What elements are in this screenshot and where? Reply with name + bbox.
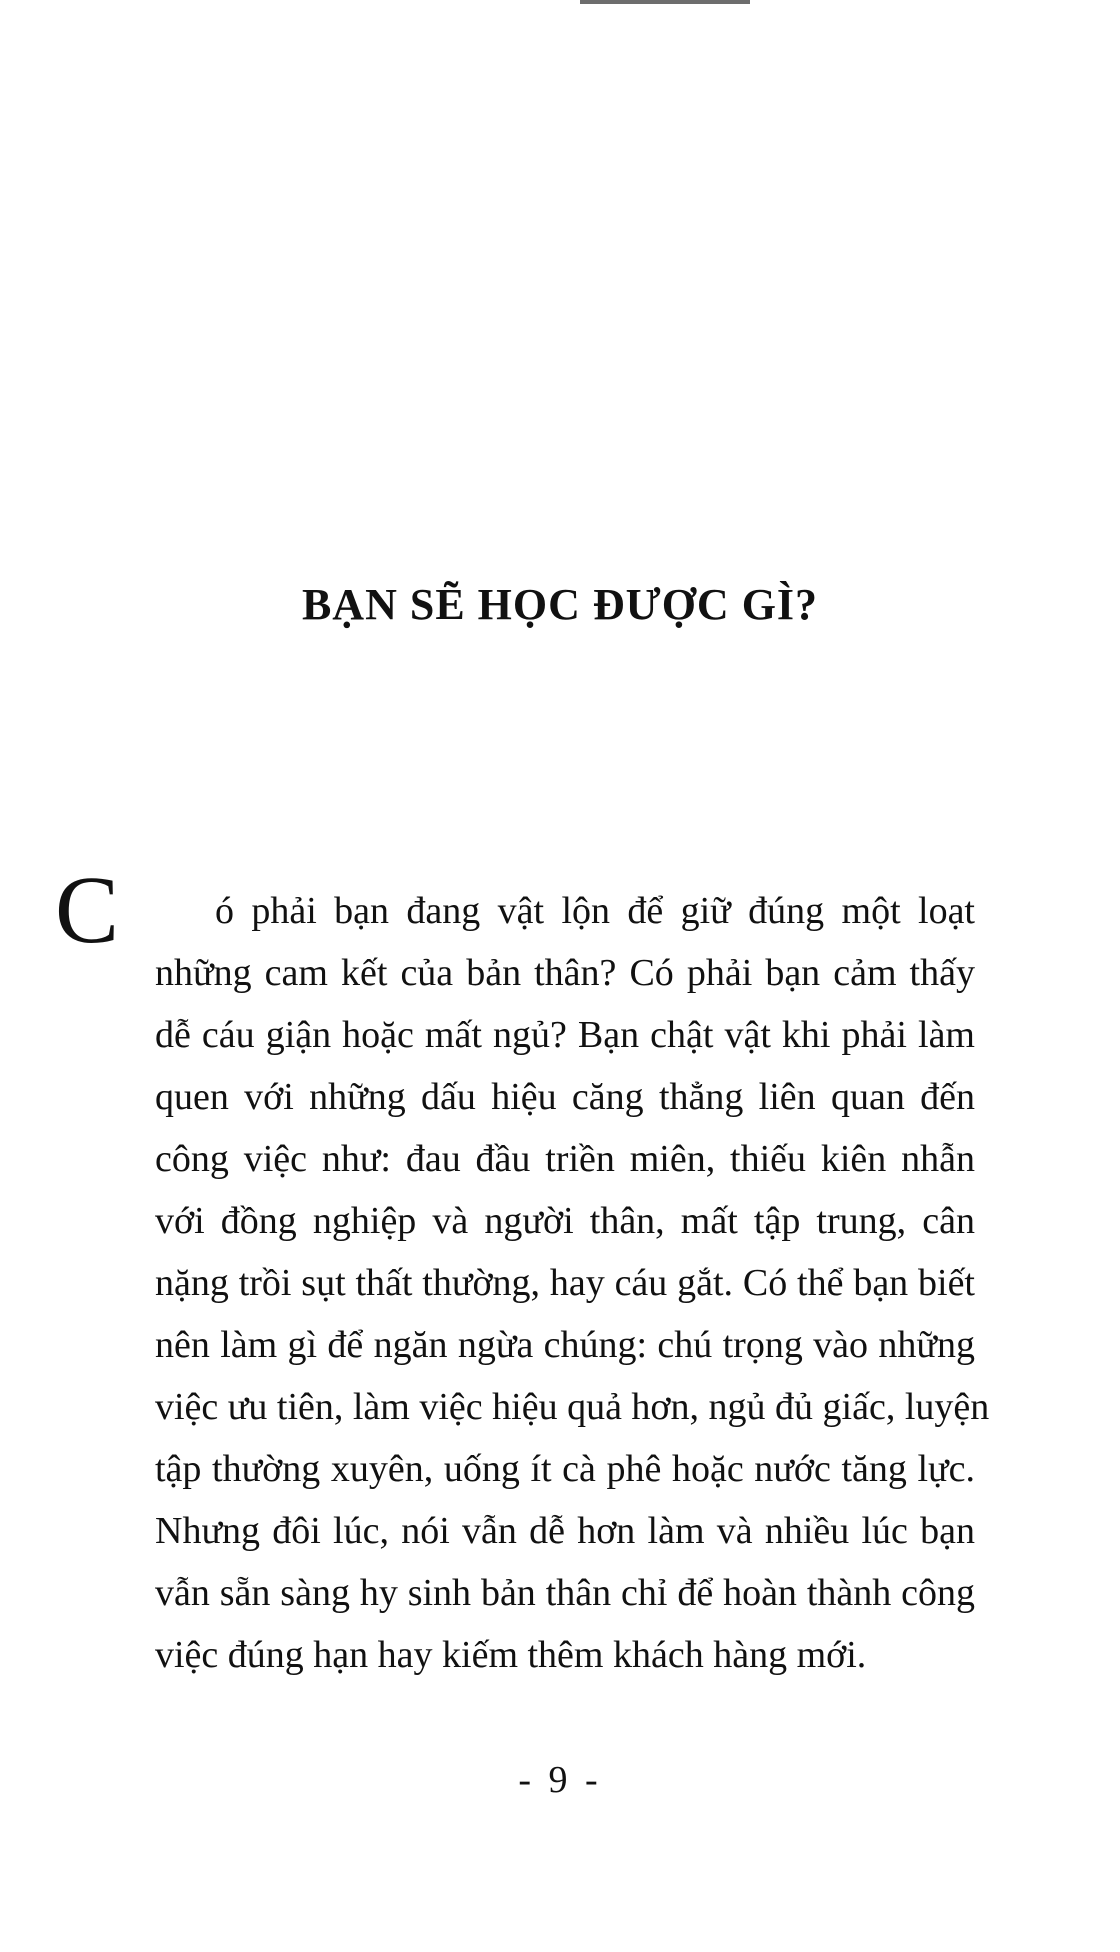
paragraph-line: những cam kết của bản thân? Có phải bạn cảm thấy [155,952,975,994]
page-number: - 9 - [518,1759,602,1801]
paragraph-line: công việc như: đau đầu triền miên, thiếu kiên nhẫn [155,1138,975,1180]
drop-cap: C [55,856,120,963]
paragraph-line: tập thường xuyên, uống ít cà phê hoặc nước tăng lực. [155,1448,975,1490]
paragraph-line: quen với những dấu hiệu căng thẳng liên quan đến [155,1076,975,1118]
top-rule [580,0,750,4]
paragraph-line: vẫn sẵn sàng hy sinh bản thân chỉ để hoàn thành công [155,1572,975,1614]
body-paragraph [155,880,990,1686]
chapter-title: BẠN SẼ HỌC ĐƯỢC GÌ? [301,580,819,629]
paragraph-line: dễ cáu giận hoặc mất ngủ? Bạn chật vật khi phải làm [155,1014,975,1056]
paragraph-line: nên làm gì để ngăn ngừa chúng: chú trọng vào những [155,1324,975,1366]
paragraph-line: với đồng nghiệp và người thân, mất tập trung, cân [155,1200,975,1242]
paragraph-line: việc ưu tiên, làm việc hiệu quả hơn, ngủ đủ giấc, luyện [155,1386,990,1428]
paragraph-line: nặng trồi sụt thất thường, hay cáu gắt. Có thể bạn biết [155,1262,975,1304]
paragraph-line: việc đúng hạn hay kiếm thêm khách hàng mới. [155,1634,867,1676]
paragraph-line: ó phải bạn đang vật lộn để giữ đúng một loạt [215,890,975,932]
paragraph-line: Nhưng đôi lúc, nói vẫn dễ hơn làm và nhiều lúc bạn [155,1510,975,1552]
